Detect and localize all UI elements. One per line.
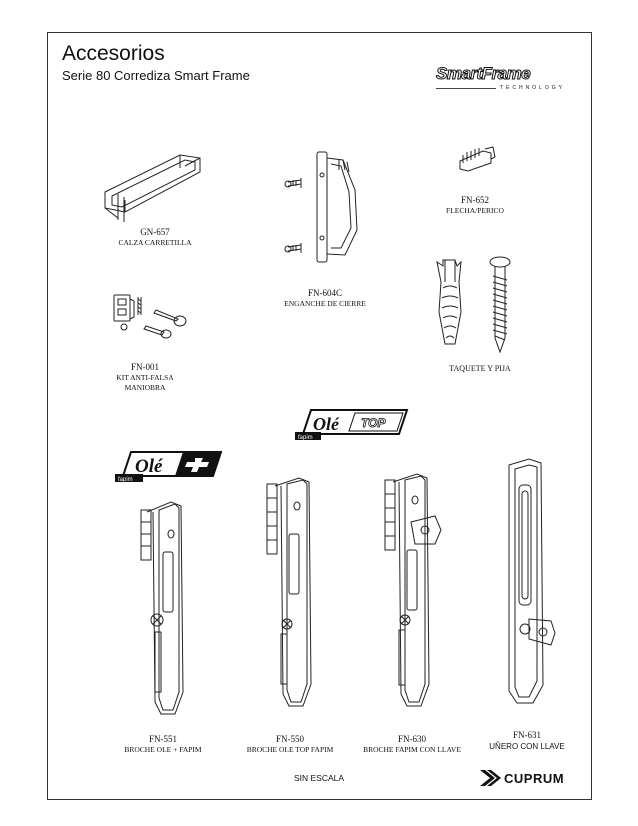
item-desc-fn-631: UÑERO CON LLAVE [489, 742, 565, 751]
item-desc-fn-001-line1: KIT ANTI-FALSA [116, 373, 174, 382]
fn-631-drawing [497, 455, 562, 705]
item-code-fn-630: FN-630 [397, 734, 426, 744]
taquete-pija-drawing [425, 252, 525, 357]
item-desc-fn-550: BROCHE OLE TOP FAPIM [246, 745, 334, 754]
page-title: Accesorios [62, 42, 165, 65]
cuprum-logo [478, 768, 578, 788]
brand-name: SmartFrame [436, 64, 531, 83]
smartframe-logo [436, 64, 576, 94]
item-code-fn-551: FN-551 [148, 734, 177, 744]
item-desc-fn-630: BROCHE FAPIM CON LLAVE [363, 745, 461, 754]
item-desc-fn-001 [90, 373, 200, 393]
fn-550-drawing [263, 474, 318, 709]
scale-note: SIN ESCALA [293, 773, 345, 783]
item-code-fn-652: FN-652 [460, 195, 489, 205]
ole-top-word: Olé [313, 414, 339, 434]
ole-plus-logo [115, 450, 225, 484]
item-desc-taquete-pija: TAQUETE Y PIJA [449, 364, 511, 373]
fn-001-drawing [108, 285, 193, 350]
fn-630-drawing [381, 470, 446, 710]
item-code-gn-657: GN-657 [140, 227, 170, 237]
ole-plus-word: Olé [135, 456, 163, 477]
fn-551-drawing [135, 492, 190, 717]
item-desc-fn-001-line2: MANIOBRA [124, 383, 166, 392]
item-code-fn-001: FN-001 [130, 362, 159, 372]
item-desc-fn-604c: ENGANCHE DE CIERRE [284, 299, 366, 308]
company-name: CUPRUM [504, 771, 565, 786]
item-desc-gn-657: CALZA CARRETILLA [118, 238, 192, 247]
brand-divider [436, 88, 496, 89]
ole-top-badge: TOP [361, 416, 386, 430]
page-subtitle: Serie 80 Corrediza Smart Frame [62, 68, 250, 83]
ole-top-sub: fapim [298, 435, 313, 441]
fn-652-drawing [455, 143, 500, 175]
ole-plus-sub: fapim [118, 477, 133, 483]
fn-604c-drawing [283, 150, 363, 265]
ole-top-logo [295, 408, 410, 442]
item-code-fn-631: FN-631 [512, 730, 541, 740]
item-code-fn-550: FN-550 [275, 734, 304, 744]
item-desc-fn-652: FLECHA/PERICO [446, 206, 504, 215]
gn-657-drawing [100, 150, 205, 225]
brand-tagline: TECHNOLOGY [500, 85, 566, 91]
cuprum-chevron-icon [478, 768, 502, 788]
item-code-fn-604c: FN-604C [307, 288, 342, 298]
item-desc-fn-551: BROCHE OLE + FAPIM [124, 745, 202, 754]
